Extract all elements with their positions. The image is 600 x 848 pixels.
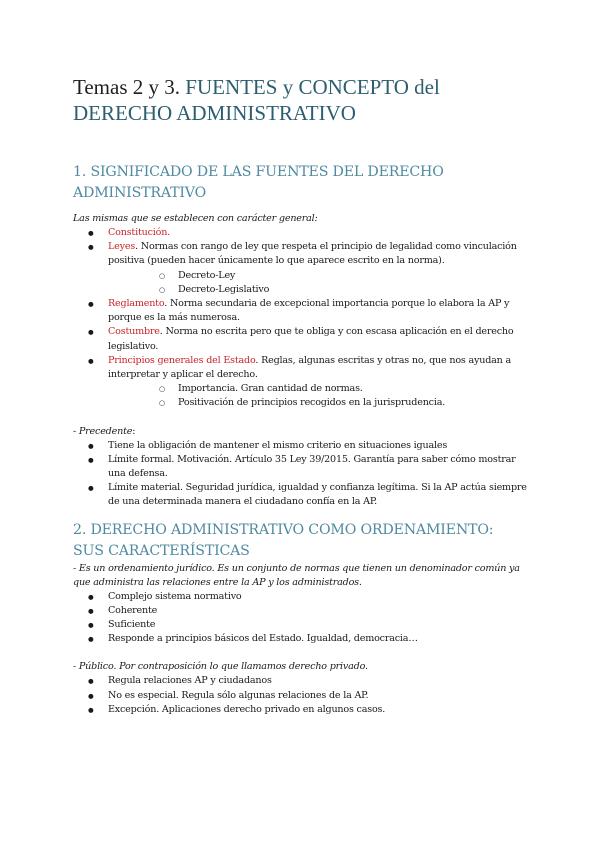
section2-intro: - Es un ordenamiento jurídico. Es un conjunto de normas que tienen un denominador común ya que administra las relaciones entre la AP y los administrados. — [73, 562, 520, 588]
precedente-term: Precedente — [78, 425, 133, 437]
list-item: ● Coherente — [73, 604, 530, 618]
section2-heading — [73, 520, 530, 562]
list-item: ● Complejo sistema normativo — [73, 590, 530, 604]
list-item: ● Responde a principios básicos del Estado. Igualdad, democracia… — [73, 632, 530, 646]
section2-heading-line2: SUS CARACTERÍSTICAS — [73, 542, 250, 559]
list-item-constitucion — [73, 226, 530, 240]
item-label: Principios generales del Estado — [108, 354, 256, 366]
publico-intro: - Público. Por contraposición lo que llamamos derecho privado. — [73, 661, 368, 673]
leyes-sublist — [108, 269, 530, 297]
list-item-costumbre — [73, 325, 530, 353]
sub-item: ○ Decreto-Legislativo — [108, 283, 530, 297]
precedente-list — [73, 439, 530, 510]
section1-heading-line2: ADMINISTRATIVO — [73, 185, 206, 201]
item-label: Leyes — [108, 241, 136, 253]
list-item: ● Límite formal. Motivación. Artículo 35 Ley 39/2015. Garantía para saber cómo mostrar una defensa. — [73, 453, 530, 481]
list-item-principios — [73, 354, 530, 411]
section1-heading-line1: 1. SIGNIFICADO DE LAS FUENTES DEL DERECHO — [73, 164, 444, 180]
list-item-leyes — [73, 240, 530, 297]
list-item: ● Suficiente — [73, 618, 530, 632]
section1-heading — [73, 162, 530, 204]
section-fuentes — [73, 162, 530, 510]
item-label: Costumbre — [108, 326, 160, 338]
item-text: . Reglas, algunas escritas y otras no, que nos ayudan a interpretar y aplicar el derecho. — [108, 354, 512, 381]
publico-list — [73, 674, 530, 717]
section-ordenamiento — [73, 520, 530, 717]
sub-item: ○ Importancia. Gran cantidad de normas. — [108, 382, 530, 396]
section2-heading-line1: 2. DERECHO ADMINISTRATIVO COMO ORDENAMIENTO: — [73, 521, 494, 538]
list-item: ● Regula relaciones AP y ciudadanos — [73, 674, 530, 688]
list-item: ● Tiene la obligación de mantener el mismo criterio en situaciones iguales — [73, 439, 530, 453]
item-label: Reglamento — [108, 298, 165, 310]
item-text: . Norma secundaria de excepcional importancia porque lo elabora la AP y porque es la más numerosa. — [108, 298, 510, 324]
title-accent-line1: FUENTES y CONCEPTO del — [185, 75, 440, 99]
caracteristicas-list — [73, 590, 530, 647]
title-prefix: Temas 2 y 3. — [73, 75, 186, 99]
list-item: ● Excepción. Aplicaciones derecho privado en algunos casos. — [73, 703, 530, 717]
precedente-suffix: : — [132, 425, 136, 437]
title-accent-line2: DERECHO ADMINISTRATIVO — [73, 101, 356, 125]
precedente-prefix: - — [73, 425, 79, 437]
list-item-reglamento — [73, 297, 530, 325]
fuentes-list — [73, 226, 530, 411]
list-item: ● No es especial. Regula sólo algunas relaciones de la AP. — [73, 689, 530, 703]
list-item: ● Límite material. Seguridad jurídica, igualdad y confianza legítima. Si la AP actúa siempre de una determinada manera el ciudadano confía en la AP. — [73, 481, 530, 509]
item-text: . Norma no escrita pero que te obliga y con escasa aplicación en el derecho legislativo. — [108, 326, 514, 352]
principios-sublist — [108, 382, 530, 410]
section1-intro: Las mismas que se establecen con carácter general: — [73, 213, 318, 224]
sub-item: ○ Decreto-Ley — [108, 269, 530, 283]
item-label: Constitución. — [108, 227, 171, 238]
sub-item: ○ Positivación de principios recogidos en la jurisprudencia. — [108, 396, 530, 410]
item-text: . Normas con rango de ley que respeta el principio de legalidad como vinculación positiva (pueden hacer únicamente lo que aparece escrito en la norma). — [108, 241, 517, 267]
precedente-label — [73, 425, 530, 439]
document-title — [73, 74, 530, 126]
